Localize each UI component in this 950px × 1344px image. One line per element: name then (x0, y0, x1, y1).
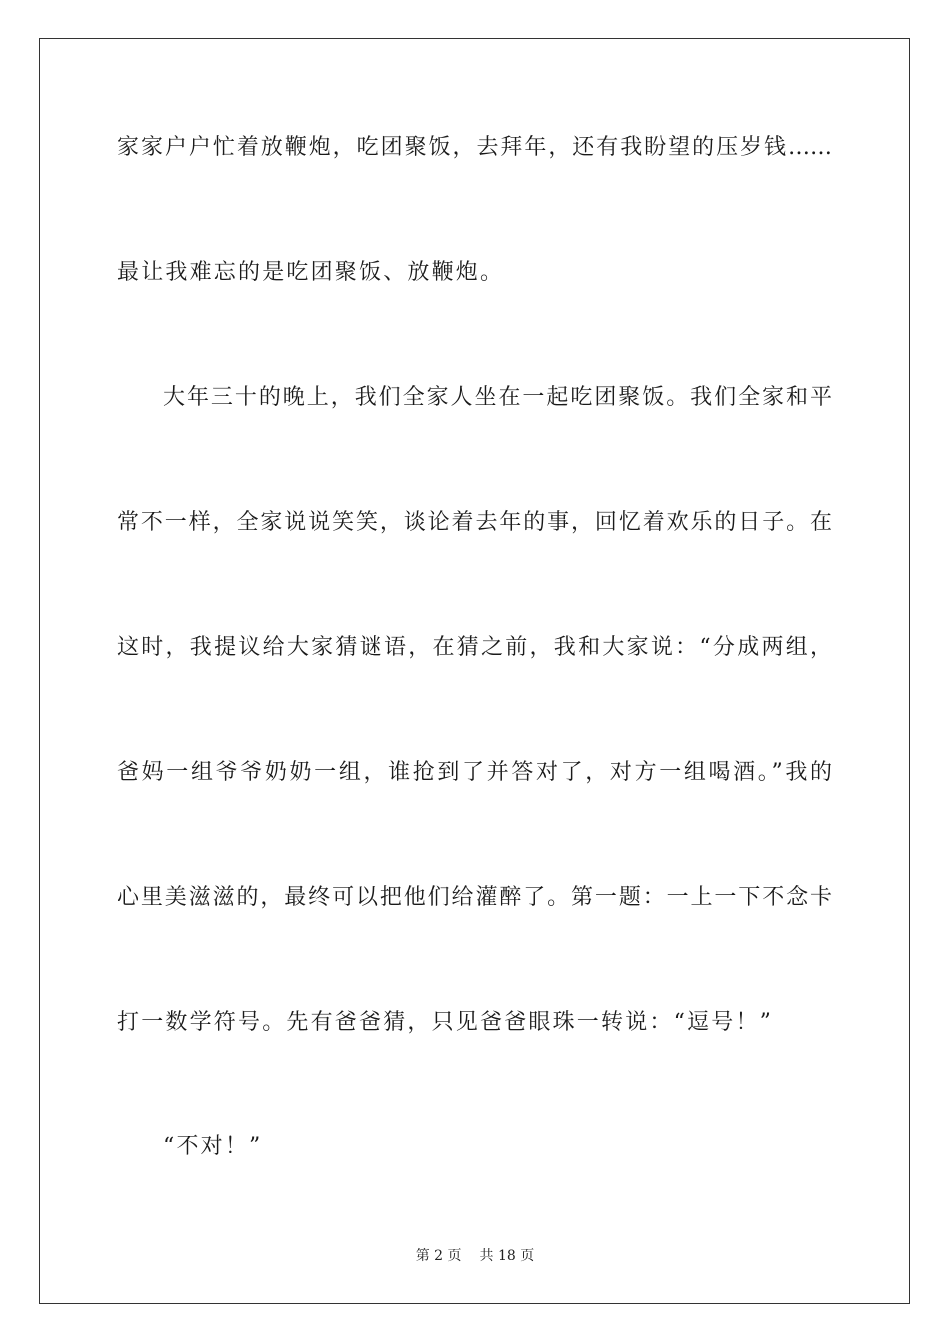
text-line-9: “不对！” (163, 1134, 263, 1159)
text-line-6: 爸妈一组爷爷奶奶一组，谁抢到了并答对了，对方一组喝酒。”我的 (117, 760, 832, 785)
text-line-7: 心里美滋滋的，最终可以把他们给灌醉了。第一题：一上一下不念卡 (117, 885, 832, 910)
text-line-2: 最让我难忘的是吃团聚饭、放鞭炮。 (117, 260, 505, 285)
text-line-5: 这时，我提议给大家猜谜语，在猜之前，我和大家说：“分成两组， (117, 635, 832, 660)
page-total: 共 18 页 (479, 1248, 535, 1264)
page-number: 第 2 页 (415, 1248, 462, 1264)
text-line-1: 家家户户忙着放鞭炮，吃团聚饭，去拜年，还有我盼望的压岁钱…… (117, 135, 832, 160)
text-line-4: 常不一样，全家说说笑笑，谈论着去年的事，回忆着欢乐的日子。在 (117, 510, 832, 535)
page-footer (0, 1246, 950, 1266)
text-line-8: 打一数学符号。先有爸爸猜，只见爸爸眼珠一转说：“逗号！” (117, 1010, 774, 1035)
page-frame (39, 38, 910, 1304)
text-line-3: 大年三十的晚上，我们全家人坐在一起吃团聚饭。我们全家和平 (163, 385, 832, 410)
